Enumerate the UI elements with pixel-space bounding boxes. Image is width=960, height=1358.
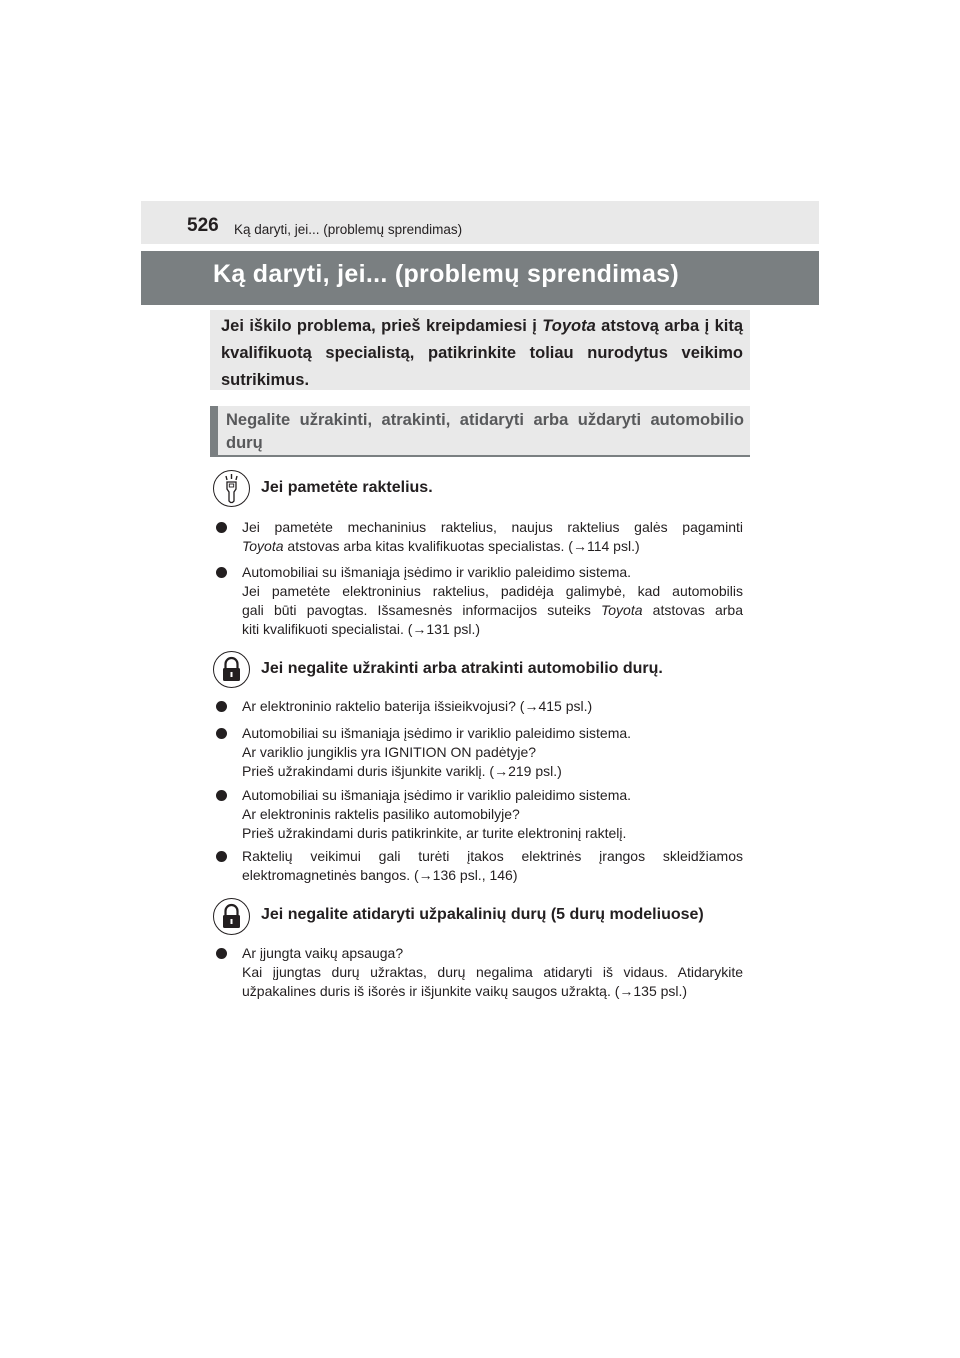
brand-name: Toyota <box>242 538 284 554</box>
bullet-dot <box>216 567 227 578</box>
list-item <box>213 786 743 843</box>
subsection-heading-cannot-lock: Jei negalite užrakinti arba atrakinti automobilio durų. <box>261 660 663 677</box>
bullet-line: atstovas arba kitas kvalifikuotas specialistas. (→114 psl.) <box>283 538 640 554</box>
list-item <box>213 518 743 556</box>
bullet-line: Jei pametėte mechaninius raktelius, naujus raktelius galės pagaminti <box>242 519 743 535</box>
bullet-line: kiti kvalifikuoti specialistai. (→131 psl.) <box>242 621 481 637</box>
bullet-line: Automobiliai su išmaniąja įsėdimo ir variklio paleidimo sistema. <box>242 564 632 580</box>
lock-icon <box>213 651 250 688</box>
bullet-dot <box>216 948 227 959</box>
bullet-line: Ar variklio jungiklis yra IGNITION ON padėtyje? <box>242 744 537 760</box>
bullet-line: Ar įjungta vaikų apsauga? <box>242 945 404 961</box>
bullet-line: Kai įjungtas durų užraktas, durų negalima atidaryti iš vidaus. Atidarykite <box>242 964 743 980</box>
bullet-line: Prieš užrakindami duris patikrinkite, ar turite elektroninį raktelį. <box>242 825 627 841</box>
running-title: Ką daryti, jei... (problemų sprendimas) <box>234 222 463 237</box>
section-heading-box <box>210 406 750 457</box>
section-title: Negalite užrakinti, atrakinti, atidaryti arba uždaryti automobilio durų <box>226 411 744 452</box>
intro-text-part2: atstovą arba į kitą kvalifikuotą specialistą, patikrinkite toliau nurodytus veikimo sutrikimus. <box>221 317 744 389</box>
page-title: Ką daryti, jei... (problemų sprendimas) <box>213 260 679 288</box>
bullet-line: Automobiliai su išmaniąja įsėdimo ir variklio paleidimo sistema. <box>242 725 632 741</box>
bullet-dot <box>216 701 227 712</box>
subsection-heading-rear-doors: Jei negalite atidaryti užpakalinių durų (5 durų modeliuose) <box>261 906 704 923</box>
list-item <box>213 724 743 781</box>
bullet-line: Raktelių veikimui gali turėti įtakos elektrinės įrangos skleidžiamos <box>242 848 743 864</box>
list-item <box>213 944 743 1001</box>
bullet-line: Ar elektroninio raktelio baterija išsieikvojusi? (→415 psl.) <box>242 698 593 714</box>
key-icon <box>213 470 250 507</box>
bullet-dot <box>216 728 227 739</box>
page-number: 526 <box>187 215 219 236</box>
section-accent-bar <box>210 406 218 455</box>
bullet-line: gali būti pavogtas. Išsamesnės informacijos suteiks <box>242 602 601 618</box>
list-item <box>213 847 743 885</box>
bullet-dot <box>216 522 227 533</box>
lock-icon <box>213 898 250 935</box>
intro-text-part1: Jei iškilo problema, prieš kreipdamiesi į <box>221 317 543 335</box>
brand-name: Toyota <box>601 602 643 618</box>
list-item <box>213 697 743 716</box>
intro-brand: Toyota <box>542 317 596 335</box>
subsection-heading-lost-keys: Jei pametėte raktelius. <box>261 479 433 496</box>
bullet-line: Prieš užrakindami duris išjunkite variklį. (→219 psl.) <box>242 763 562 779</box>
bullet-dot <box>216 790 227 801</box>
bullet-dot <box>216 851 227 862</box>
bullet-line: atstovas arba <box>642 602 743 618</box>
bullet-line: Automobiliai su išmaniąja įsėdimo ir variklio paleidimo sistema. <box>242 787 632 803</box>
intro-box <box>210 310 750 390</box>
bullet-line: elektromagnetinės bangos. (→136 psl., 146) <box>242 867 518 883</box>
bullet-line: Ar elektroninis raktelis pasiliko automobilyje? <box>242 806 520 822</box>
intro-text <box>221 313 743 394</box>
bullet-line: užpakalines duris iš išorės ir išjunkite vaikų saugos užraktą. (→135 psl.) <box>242 983 688 999</box>
bullet-line: Jei pametėte elektroninius raktelius, padidėja galimybė, kad automobilis <box>242 583 743 599</box>
list-item <box>213 563 743 639</box>
